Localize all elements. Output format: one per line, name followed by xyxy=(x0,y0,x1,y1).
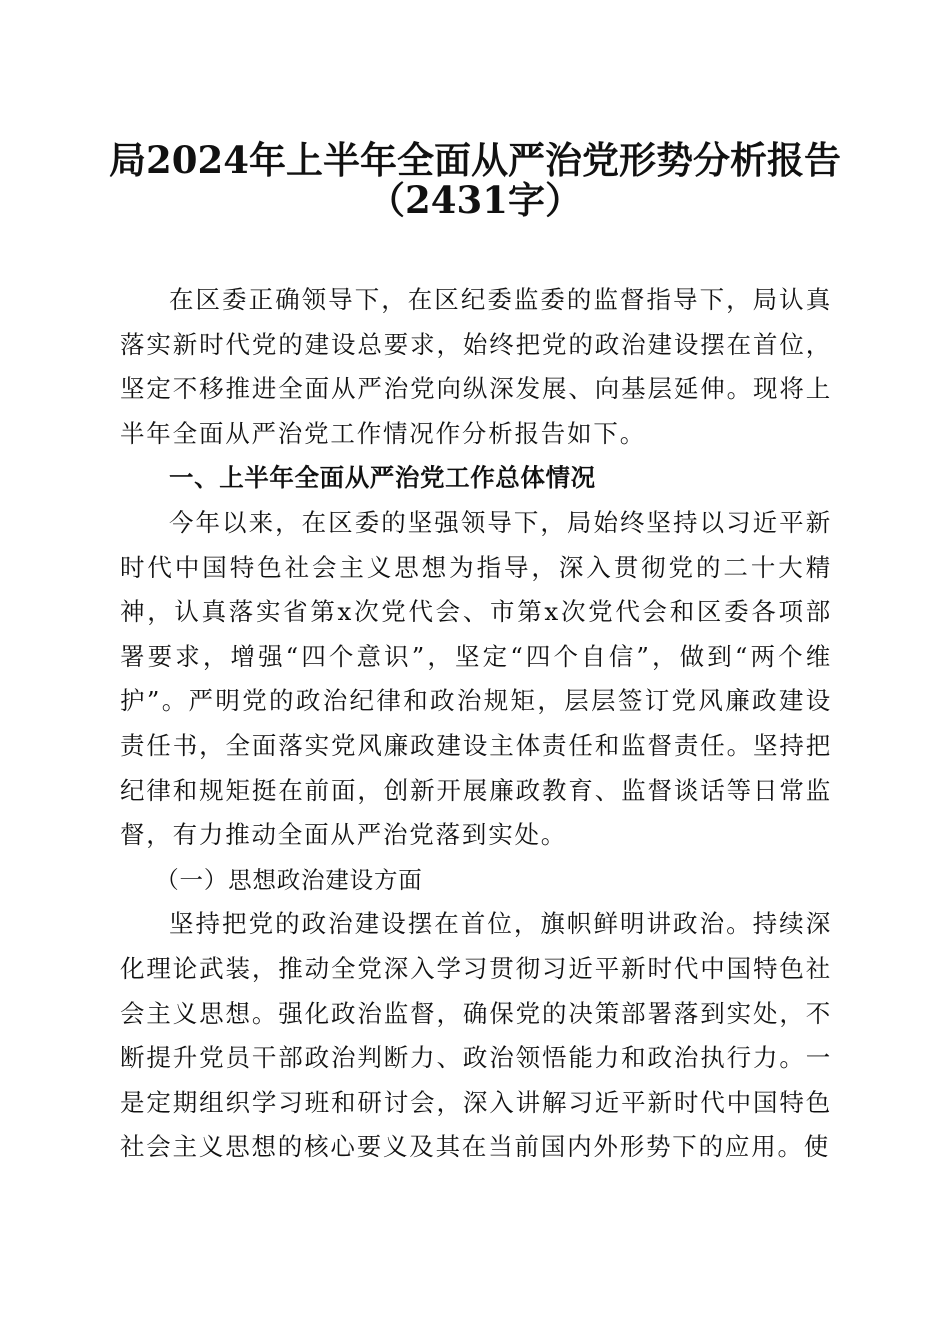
subsection-1-paragraph: 坚持把党的政治建设摆在首位，旗帜鲜明讲政治。持续深化理论武装，推动全党深入学习贯彻习近平新时代中国特色社会主义思想。强化政治监督，确保党的决策部署落到实处，不断提升党员干部政治判断力、政治领悟能力和政治执行力。一是定期组织学习班和研讨会，深入讲解习近平新时代中国特色社会主义思想的核心要义及其在当前国内外形势下的应用。使 xyxy=(120,909,832,1162)
subsection-heading-1: （一）思想政治建设方面 xyxy=(155,865,423,894)
document-word-count: （2431字） xyxy=(368,178,582,222)
section-1-paragraph: 今年以来，在区委的坚强领导下，局始终坚持以习近平新时代中国特色社会主义思想为指导，深入贯彻党的二十大精神，认真落实省第x次党代会、市第x次党代会和区委各项部署要求，增强“四个意识”，坚定“四个自信”，做到“两个维护”。严明党的政治纪律和政治规矩，层层签订党风廉政建设责任书，全面落实党风廉政建设主体责任和监督责任。坚持把纪律和规矩挺在前面，创新开展廉政教育、监督谈话等日常监督，有力推动全面从严治党落到实处。 xyxy=(120,507,832,850)
document-body xyxy=(120,278,832,1170)
section-heading-1: 一、上半年全面从严治党工作总体情况 xyxy=(169,463,596,493)
intro-paragraph: 在区委正确领导下，在区纪委监委的监督指导下，局认真落实新时代党的建设总要求，始终把党的政治建设摆在首位，坚定不移推进全面从严治党向纵深发展、向基层延伸。现将上半年全面从严治党工作情况作分析报告如下。 xyxy=(120,285,832,448)
document-title: 局2024年上半年全面从严治党形势分析报告 xyxy=(109,138,841,182)
